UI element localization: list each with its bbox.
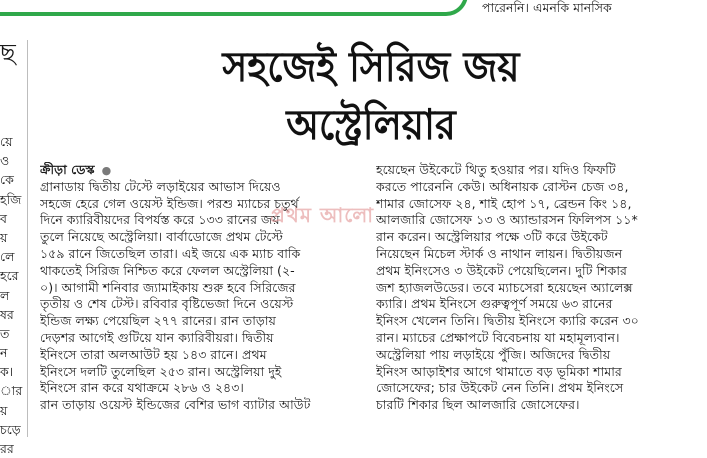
headline xyxy=(73,38,669,154)
byline: ক্রীড়া ডেস্ক xyxy=(40,162,95,177)
fragment-text: ল xyxy=(0,287,10,303)
article-text-line: অস্ট্রেলিয়া পায় লড়াইয়ে পুঁজি। অজিদের দ্বিতীয় xyxy=(376,346,611,362)
article-text-line: থাকতেই সিরিজ নিশ্চিত করে ফেলল অস্ট্রেলিয়া (২- xyxy=(40,262,295,278)
fragment-text: রর xyxy=(0,441,14,456)
fragment-text: ব xyxy=(0,210,7,226)
article-text-line: হয়েছেন উইকেটে থিতু হওয়ার পর। যদিও ফিফটি xyxy=(376,162,616,177)
fragment-text: কে xyxy=(0,172,14,188)
fragment-text: ক। xyxy=(0,364,14,380)
article-text-line: চারটি শিকার ছিল আলজারি জোসেফের। xyxy=(376,397,580,413)
article-text-line: ইনিংস আড়াইশর আগে থামাতে বড় ভূমিকা শামার xyxy=(376,363,622,379)
watermark: প্রথম আলো xyxy=(270,203,375,227)
article-text-line: রান। ম্যাচের প্রেক্ষাপটে বিবেচনায় যা মহামূল্যবান। xyxy=(376,329,620,345)
article-text-line: ০)। আগামী শনিবার জ্যামাইকায় শুরু হবে সিরিজের xyxy=(40,279,296,295)
fragment-text: য় xyxy=(0,402,8,418)
adjacent-article-fragment xyxy=(0,34,26,458)
fragment-text: য়ে xyxy=(0,134,13,149)
fragment-text: হজি xyxy=(0,191,22,207)
fragment-text: য় xyxy=(0,229,8,245)
article-text-line: ইনিংস খেলেন তিনি। দ্বিতীয় ইনিংসে ক্যারি করেন ৩০ xyxy=(376,313,639,329)
byline-row xyxy=(40,162,365,179)
top-right-snippet: পারেননি। এমনকি মানসিক xyxy=(482,0,612,15)
article-text-line: দেড়শর আগেই গুটিয়ে যান ক্যারিবীয়রা। দ্বিতীয় xyxy=(40,329,274,345)
article-text-line: তৃতীয় ও শেষ টেস্ট। রবিবার বৃষ্টিভেজা দিনে ওয়েস্ট xyxy=(40,296,294,312)
article-text-line: প্রথম ইনিংসেও ৩ উইকেট পেয়েছিলেন। দুটি শিকার xyxy=(376,262,627,278)
fragment-text: ষর xyxy=(0,306,14,322)
fragment-text: লে xyxy=(0,249,15,265)
article-text-line: নিয়েছেন মিচেল স্টার্ক ও নাথান লায়ন। দ্বিতীয়জন xyxy=(376,245,623,261)
column-divider xyxy=(27,40,28,437)
article-text-line: গ্রানাডায় দ্বিতীয় টেস্টে লড়াইয়ের আভাস দিয়েও xyxy=(40,178,281,194)
article-text-line: করতে পারেননি কেউ। অধিনায়ক রোস্টন চেজ ৩৪, xyxy=(376,178,629,194)
article-text-line: রান করেন। অস্ট্রেলিয়ার পক্ষে ৩টি করে উইকেট xyxy=(376,229,608,245)
article-column-1 xyxy=(40,162,365,414)
article-text-line: দিনে ক্যারিবীয়দের বিপর্যস্ত করে ১৩৩ রানের জয় xyxy=(40,212,280,228)
headline-line-2: অস্ট্রেলিয়ার xyxy=(286,100,456,149)
article-text-line: ক্যারি। প্রথম ইনিংসে গুরুত্বপূর্ণ সময়ে ৬৩ রানের xyxy=(376,296,613,312)
article-text-line: ১৫৯ রানে জিতেছিল তারা। এই জয়ে এক ম্যাচ বাকি xyxy=(40,245,301,261)
article-text-line: ইনিংসে তারা অলআউট হয় ১৪৩ রানে। প্রথম xyxy=(40,346,267,362)
article-text-line: জশ হ্যাজলউডের। তবে ম্যাচসেরা হয়েছেন অ্যালেক্স xyxy=(376,279,633,295)
article-text-line: রান তাড়ায় ওয়েস্ট ইন্ডিজের বেশির ভাগ ব্যাটার আউট xyxy=(40,397,311,413)
article-text-line: ইন্ডিজ লক্ষ্য পেয়েছিল ২৭৭ রানের। রান তাড়ায় xyxy=(40,313,276,329)
fragment-text: ত xyxy=(0,325,10,341)
fragment-text: চড়ে xyxy=(0,421,21,437)
green-header-bar xyxy=(0,0,468,16)
bullet-icon: ● xyxy=(101,164,112,177)
fragment-text: ন xyxy=(0,345,8,361)
article-text-line: জোসেফের; চার উইকেট নেন তিনি। প্রথম ইনিংসে xyxy=(376,380,624,396)
article-text-line: ইনিংসে দলটি তুলেছিল ২৫৩ রান। অস্ট্রেলিয়া দুই xyxy=(40,363,282,379)
article-text-line: তুলে নিয়েছে অস্ট্রেলিয়া। বার্বাডোজে প্রথম টেস্টে xyxy=(40,229,283,245)
article-text-line: শামার জোসেফ ২৪, শাই হোপ ১৭, ব্রেন্ডন কিং ১৪, xyxy=(376,195,632,211)
fragment-text: ও xyxy=(0,153,10,169)
fragment-text: ছ xyxy=(0,39,16,69)
headline-line-1: সহজেই সিরিজ জয় xyxy=(222,42,520,91)
article-text-line: সহজে হেরে গেল ওয়েস্ট ইন্ডিজ। পরশু ম্যাচের চতুর্থ xyxy=(40,195,299,211)
fragment-text: হরে xyxy=(0,268,19,284)
fragment-text: ার xyxy=(0,383,23,399)
article-column-2 xyxy=(376,162,702,414)
article-text-line: আলজারি জোসেফ ১৩ ও অ্যান্ডারসন ফিলিপস ১১* xyxy=(376,212,638,228)
article-text-line: ইনিংসে রান করে যথাক্রমে ২৮৬ ও ২৪৩। xyxy=(40,380,244,396)
